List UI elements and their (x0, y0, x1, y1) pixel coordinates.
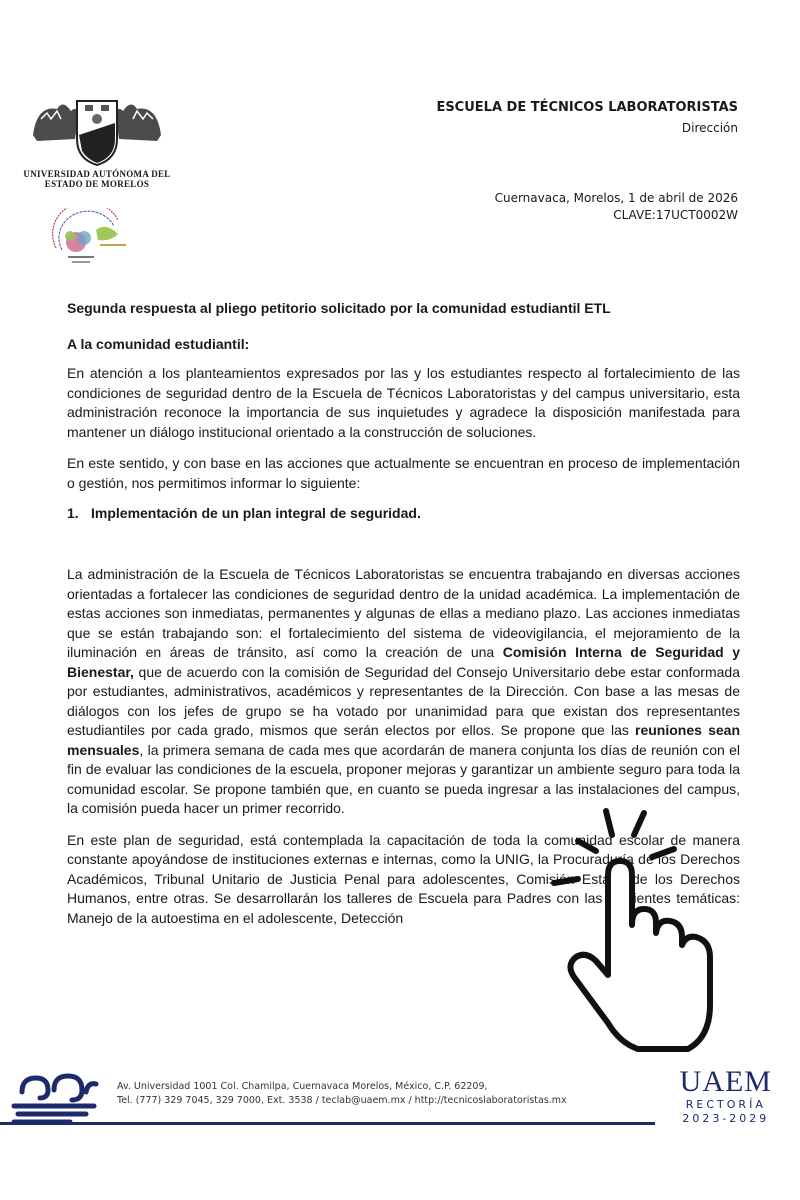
anniversary-logo-icon (48, 208, 138, 270)
footer-divider (0, 1122, 655, 1125)
school-name: ESCUELA DE TÉCNICOS LABORATORISTAS (436, 100, 738, 115)
paragraph-3-part-1: La administración de la Escuela de Técnicos Laboratoristas se encuentra trabajando en diversas acciones orientadas a fortalecer las condiciones de seguridad dentro de la unidad académica. La implementación de estas acciones son inmediatas, permanentes y algunas de ellas a mediano plazo. Las acciones inmediatas que se están trabajando son: el fortalecimiento del sistema de videovigilancia, el mejoramiento de la iluminación en áreas de tránsito, así como la creación de una (67, 566, 740, 660)
department-name: Dirección (681, 121, 738, 135)
university-seal-icon (27, 95, 167, 167)
footer (0, 1062, 800, 1142)
paragraph-3-part-2: que de acuerdo con la comisión de Seguridad del Consejo Universitario debe estar conformada por estudiantes, administrativos, académicos y representantes de la Dirección. Con base a las mesas de diálogos con los jefes de grupo se ha votado por unanimidad para que existan dos representantes estudiantiles por cada grado, mismos que serán electos por ellos. Se propone que las (67, 663, 740, 738)
uaem-wave-logo-icon (10, 1068, 102, 1126)
university-name-line1: UNIVERSIDAD AUTÓNOMA DEL (23, 169, 171, 179)
brand-name: UAEM (679, 1065, 772, 1098)
pointer-overlay (548, 805, 728, 1060)
footer-address-line2: Tel. (777) 329 7045, 329 7000, Ext. 3538 / teclab@uaem.mx / http://tecnicoslaboratoristas.mx (117, 1095, 567, 1106)
brand-sub-1: RECTORÍA (685, 1098, 766, 1111)
place-date: Cuernavaca, Morelos, 1 de abril de 2026 (494, 191, 738, 205)
clave: CLAVE:17UCT0002W (613, 208, 738, 222)
uaem-seal (22, 95, 172, 189)
paragraph-3-bold-meetings: reuniones sean mensuales (67, 722, 740, 758)
paragraph-4: En este plan de seguridad, está contemplada la capacitación de toda la comunidad escolar de manera constante apoyándose de instituciones externas e internas, como la UNIG, la Procuraduría de los Derechos Académicos, Tribunal Unitario de Justicia Penal para adolescentes, Comisión Estatal de los Derechos Humanos, entre otras. Se desarrollarán los talleres de Escuela para Padres con las siguientes temáticas: Manejo de la autoestima en el adolescente, Detección (67, 831, 740, 926)
paragraph-3-part-3: , la primera semana de cada mes que acordarán de manera conjunta los días de reunión con el fin de evaluar las condiciones de la escuela, proponer mejoras y garantizar un ambiente seguro para toda la comunidad escolar. Se propone también que, en cuanto se pueda ingresar a las instalaciones del campus, la comisión pueda hacer un primer recorrido. (67, 741, 740, 816)
paragraph-3-bold-commission: Comisión Interna de Seguridad y Bienestar, (67, 644, 740, 680)
paragraph-3 (67, 565, 740, 819)
paragraph-1: En atención a los planteamientos expresados por las y los estudiantes respecto al fortalecimiento de las condiciones de seguridad dentro de la Escuela de Técnicos Laboratoristas y del campus universitario, esta administración reconoce la importancia de sus inquietudes y agradece la disposición manifestada para mantener un diálogo institucional orientado a la construcción de soluciones. (67, 365, 740, 440)
document-title: Segunda respuesta al pliego petitorio solicitado por la comunidad estudiantil ETL (67, 300, 611, 316)
university-name-line2: ESTADO DE MORELOS (44, 179, 150, 189)
pointing-hand-icon (548, 805, 728, 1060)
section-title: Implementación de un plan integral de seguridad. (91, 505, 421, 521)
section-number: 1. (67, 505, 79, 521)
section-heading-1 (67, 505, 740, 521)
brand-sub-2: 2023-2029 (682, 1112, 770, 1125)
anniversary-logo (48, 208, 138, 270)
footer-brand (680, 1066, 772, 1126)
footer-address-line1: Av. Universidad 1001 Col. Chamilpa, Cuernavaca Morelos, México, C.P. 62209, (117, 1081, 488, 1092)
paragraph-2: En este sentido, y con base en las acciones que actualmente se encuentran en proceso de implementación o gestión, nos permitimos informar lo siguiente: (67, 455, 740, 491)
salutation: A la comunidad estudiantil: (67, 336, 250, 352)
